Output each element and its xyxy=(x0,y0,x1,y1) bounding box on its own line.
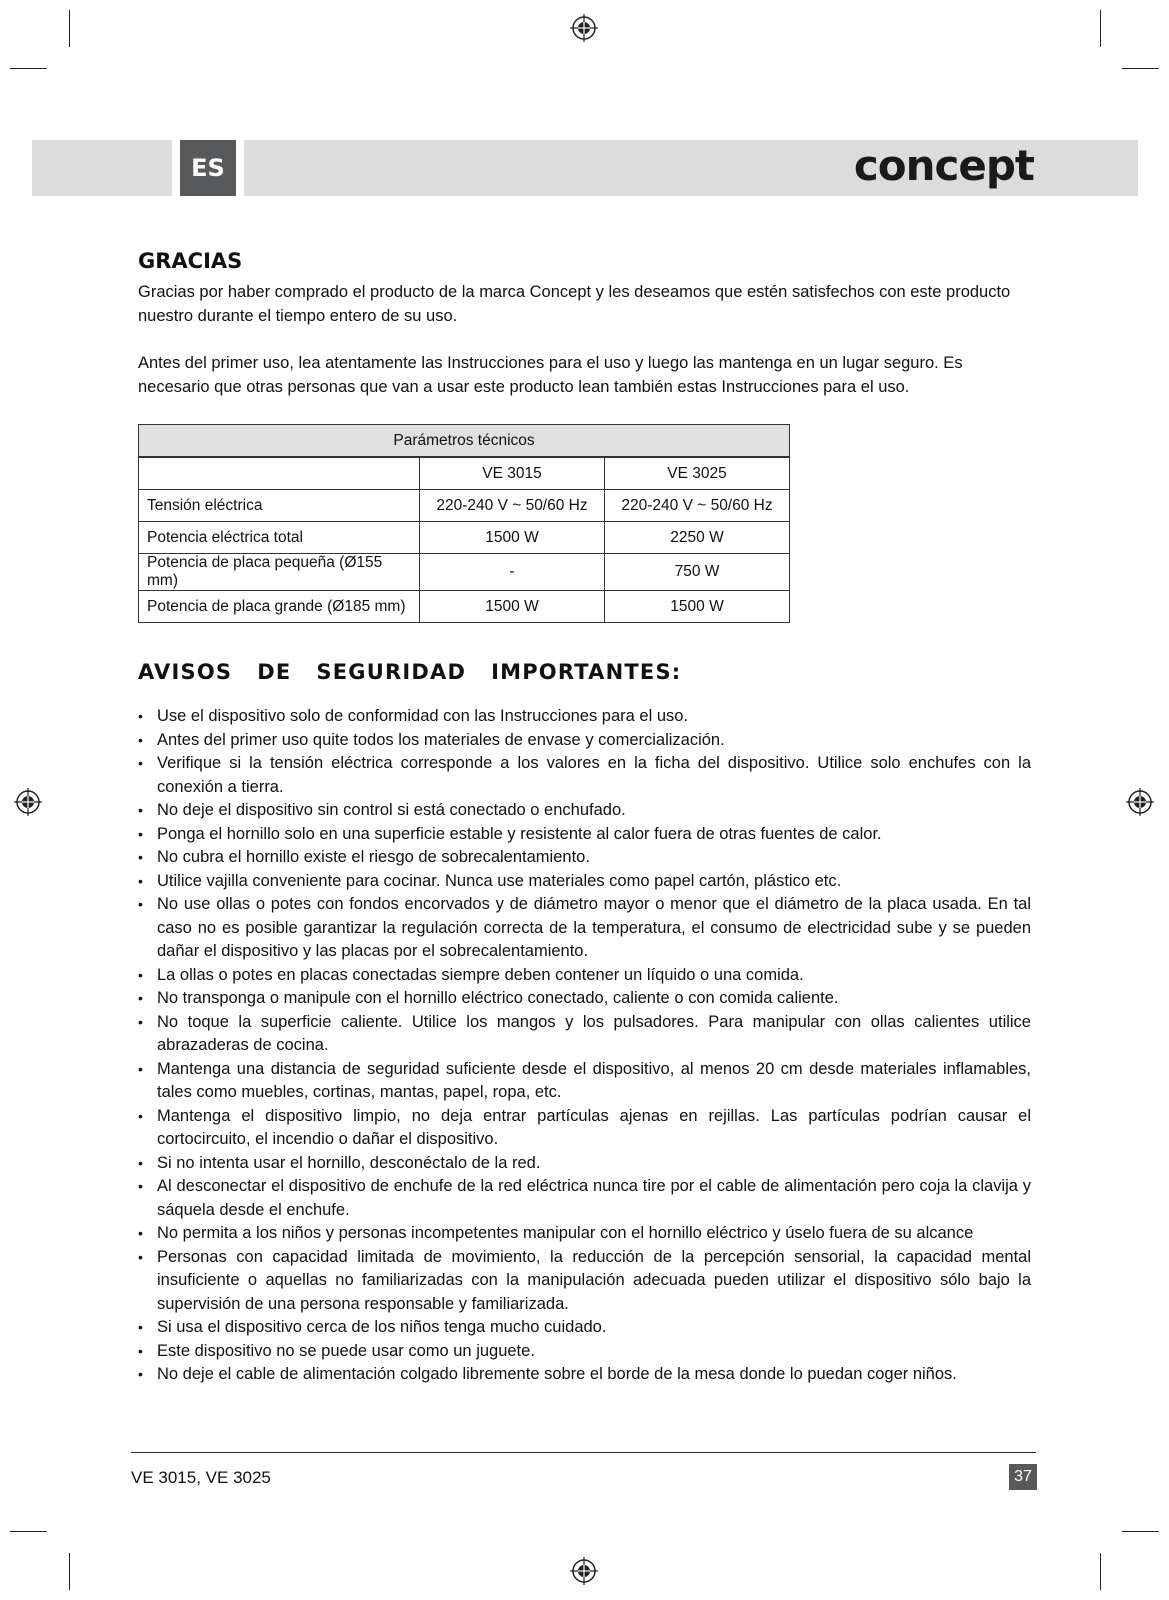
list-item: • Si no intenta usar el hornillo, desconéctalo de la red. xyxy=(138,1152,1031,1176)
list-item: • Utilice vajilla conveniente para cocinar. Nunca use materiales como papel cartón, plástico etc. xyxy=(138,870,1031,894)
table-row-label: Potencia eléctrica total xyxy=(139,522,420,554)
brand-logo: concept xyxy=(853,141,1034,190)
list-item: • No transponga o manipule con el hornillo eléctrico conectado, caliente o con comida caliente. xyxy=(138,987,1031,1011)
header-divider xyxy=(236,140,244,196)
list-item: • La ollas o potes en placas conectadas siempre deben contener un líquido o una comida. xyxy=(138,964,1031,988)
table-row-label: Potencia de placa pequeña (Ø155 mm) xyxy=(139,554,420,591)
registration-mark-icon xyxy=(569,13,599,43)
footer-divider xyxy=(131,1452,1036,1453)
crop-mark xyxy=(1122,68,1159,69)
technical-parameters-table xyxy=(138,424,790,623)
list-item: • Antes del primer uso quite todos los materiales de envase y comercialización. xyxy=(138,729,1031,753)
table-cell: 220-240 V ~ 50/60 Hz xyxy=(605,490,790,522)
list-item: • Mantenga el dispositivo limpio, no deja entrar partículas ajenas en rejillas. Las partículas podrían causar el cortocircuito, el incendio o dañar el dispositivo. xyxy=(138,1105,1031,1152)
crop-mark xyxy=(1122,1531,1159,1532)
table-cell: 1500 W xyxy=(605,591,790,623)
footer-model-numbers: VE 3015, VE 3025 xyxy=(131,1468,271,1487)
crop-mark xyxy=(10,68,47,69)
table-row xyxy=(139,554,790,591)
header-divider xyxy=(172,140,180,196)
section-title-gracias: GRACIAS xyxy=(138,249,243,273)
crop-mark xyxy=(69,10,70,47)
table-cell xyxy=(139,457,420,490)
table-cell: - xyxy=(420,554,605,591)
list-item: • No use ollas o potes con fondos encorvados y de diámetro mayor o menor que el diámetro de la placa usada. En tal caso no es posible garantizar la regulación correcta de la temperatura, el consumo de electricidad sube y se pueden dañar el dispositivo y las placas por el sobrecalentamiento. xyxy=(138,893,1031,964)
gracias-paragraph-2: Antes del primer uso, lea atentamente las Instrucciones para el uso y luego las mantenga en un lugar seguro. Es necesario que otras personas que van a usar este producto lean también estas Instrucciones para el uso. xyxy=(138,354,963,396)
list-item: • No cubra el hornillo existe el riesgo de sobrecalentamiento. xyxy=(138,846,1031,870)
list-item: • Si usa el dispositivo cerca de los niños tenga mucho cuidado. xyxy=(138,1316,1031,1340)
section-title-avisos: AVISOS DE SEGURIDAD IMPORTANTES: xyxy=(138,660,682,684)
table-cell: 220-240 V ~ 50/60 Hz xyxy=(420,490,605,522)
list-item: • Ponga el hornillo solo en una superficie estable y resistente al calor fuera de otras fuentes de calor. xyxy=(138,823,1031,847)
page-number: 37 xyxy=(1009,1464,1037,1490)
table-title-row xyxy=(139,425,790,458)
table-row-label: Tensión eléctrica xyxy=(139,490,420,522)
gracias-paragraph-1: Gracias por haber comprado el producto de la marca Concept y les deseamos que estén satisfechos con este producto nuestro durante el tiempo entero de su uso. xyxy=(138,283,1011,325)
registration-mark-icon xyxy=(13,787,43,817)
crop-mark xyxy=(69,1553,70,1590)
table-header-model: VE 3025 xyxy=(605,457,790,490)
table-cell: 1500 W xyxy=(420,522,605,554)
list-item: • Este dispositivo no se puede usar como un juguete. xyxy=(138,1340,1031,1364)
list-item: • No permita a los niños y personas incompetentes manipular con el hornillo eléctrico y úselo fuera de su alcance xyxy=(138,1222,1031,1246)
table-cell: 1500 W xyxy=(420,591,605,623)
list-item: • No deje el cable de alimentación colgado libremente sobre el borde de la mesa donde lo puedan coger niños. xyxy=(138,1363,1031,1387)
crop-mark xyxy=(1100,10,1101,47)
table-header-row xyxy=(139,457,790,490)
list-item: • Mantenga una distancia de seguridad suficiente desde el dispositivo, al menos 20 cm desde materiales inflamables, tales como muebles, cortinas, mantas, papel, ropa, etc. xyxy=(138,1058,1031,1105)
crop-mark xyxy=(10,1531,47,1532)
safety-warnings-list xyxy=(138,705,1031,1387)
table-cell: 2250 W xyxy=(605,522,790,554)
list-item: • Al desconectar el dispositivo de enchufe de la red eléctrica nunca tire por el cable de alimentación pero coja la clavija y sáquela desde el enchufe. xyxy=(138,1175,1031,1222)
registration-mark-icon xyxy=(569,1556,599,1586)
table-row xyxy=(139,591,790,623)
table-title: Parámetros técnicos xyxy=(139,425,790,458)
list-item: • No toque la superficie caliente. Utilice los mangos y los pulsadores. Para manipular con ollas calientes utilice abrazaderas de cocina. xyxy=(138,1011,1031,1058)
table-row-label: Potencia de placa grande (Ø185 mm) xyxy=(139,591,420,623)
table-cell: 750 W xyxy=(605,554,790,591)
language-tab: ES xyxy=(180,140,236,196)
list-item: • Verifique si la tensión eléctrica corresponde a los valores en la ficha del dispositivo. Utilice solo enchufes con la conexión a tierra. xyxy=(138,752,1031,799)
list-item: • Personas con capacidad limitada de movimiento, la reducción de la percepción sensorial, la capacidad mental insuficiente o aquellas no familiarizadas con la manipulación adecuada pueden utilizar el dispositivo sólo bajo la supervisión de una persona responsable y familiarizada. xyxy=(138,1246,1031,1317)
crop-mark xyxy=(1100,1553,1101,1590)
table-header-model: VE 3015 xyxy=(420,457,605,490)
list-item: • No deje el dispositivo sin control si está conectado o enchufado. xyxy=(138,799,1031,823)
table-row xyxy=(139,490,790,522)
registration-mark-icon xyxy=(1125,787,1155,817)
table-row xyxy=(139,522,790,554)
list-item: • Use el dispositivo solo de conformidad con las Instrucciones para el uso. xyxy=(138,705,1031,729)
